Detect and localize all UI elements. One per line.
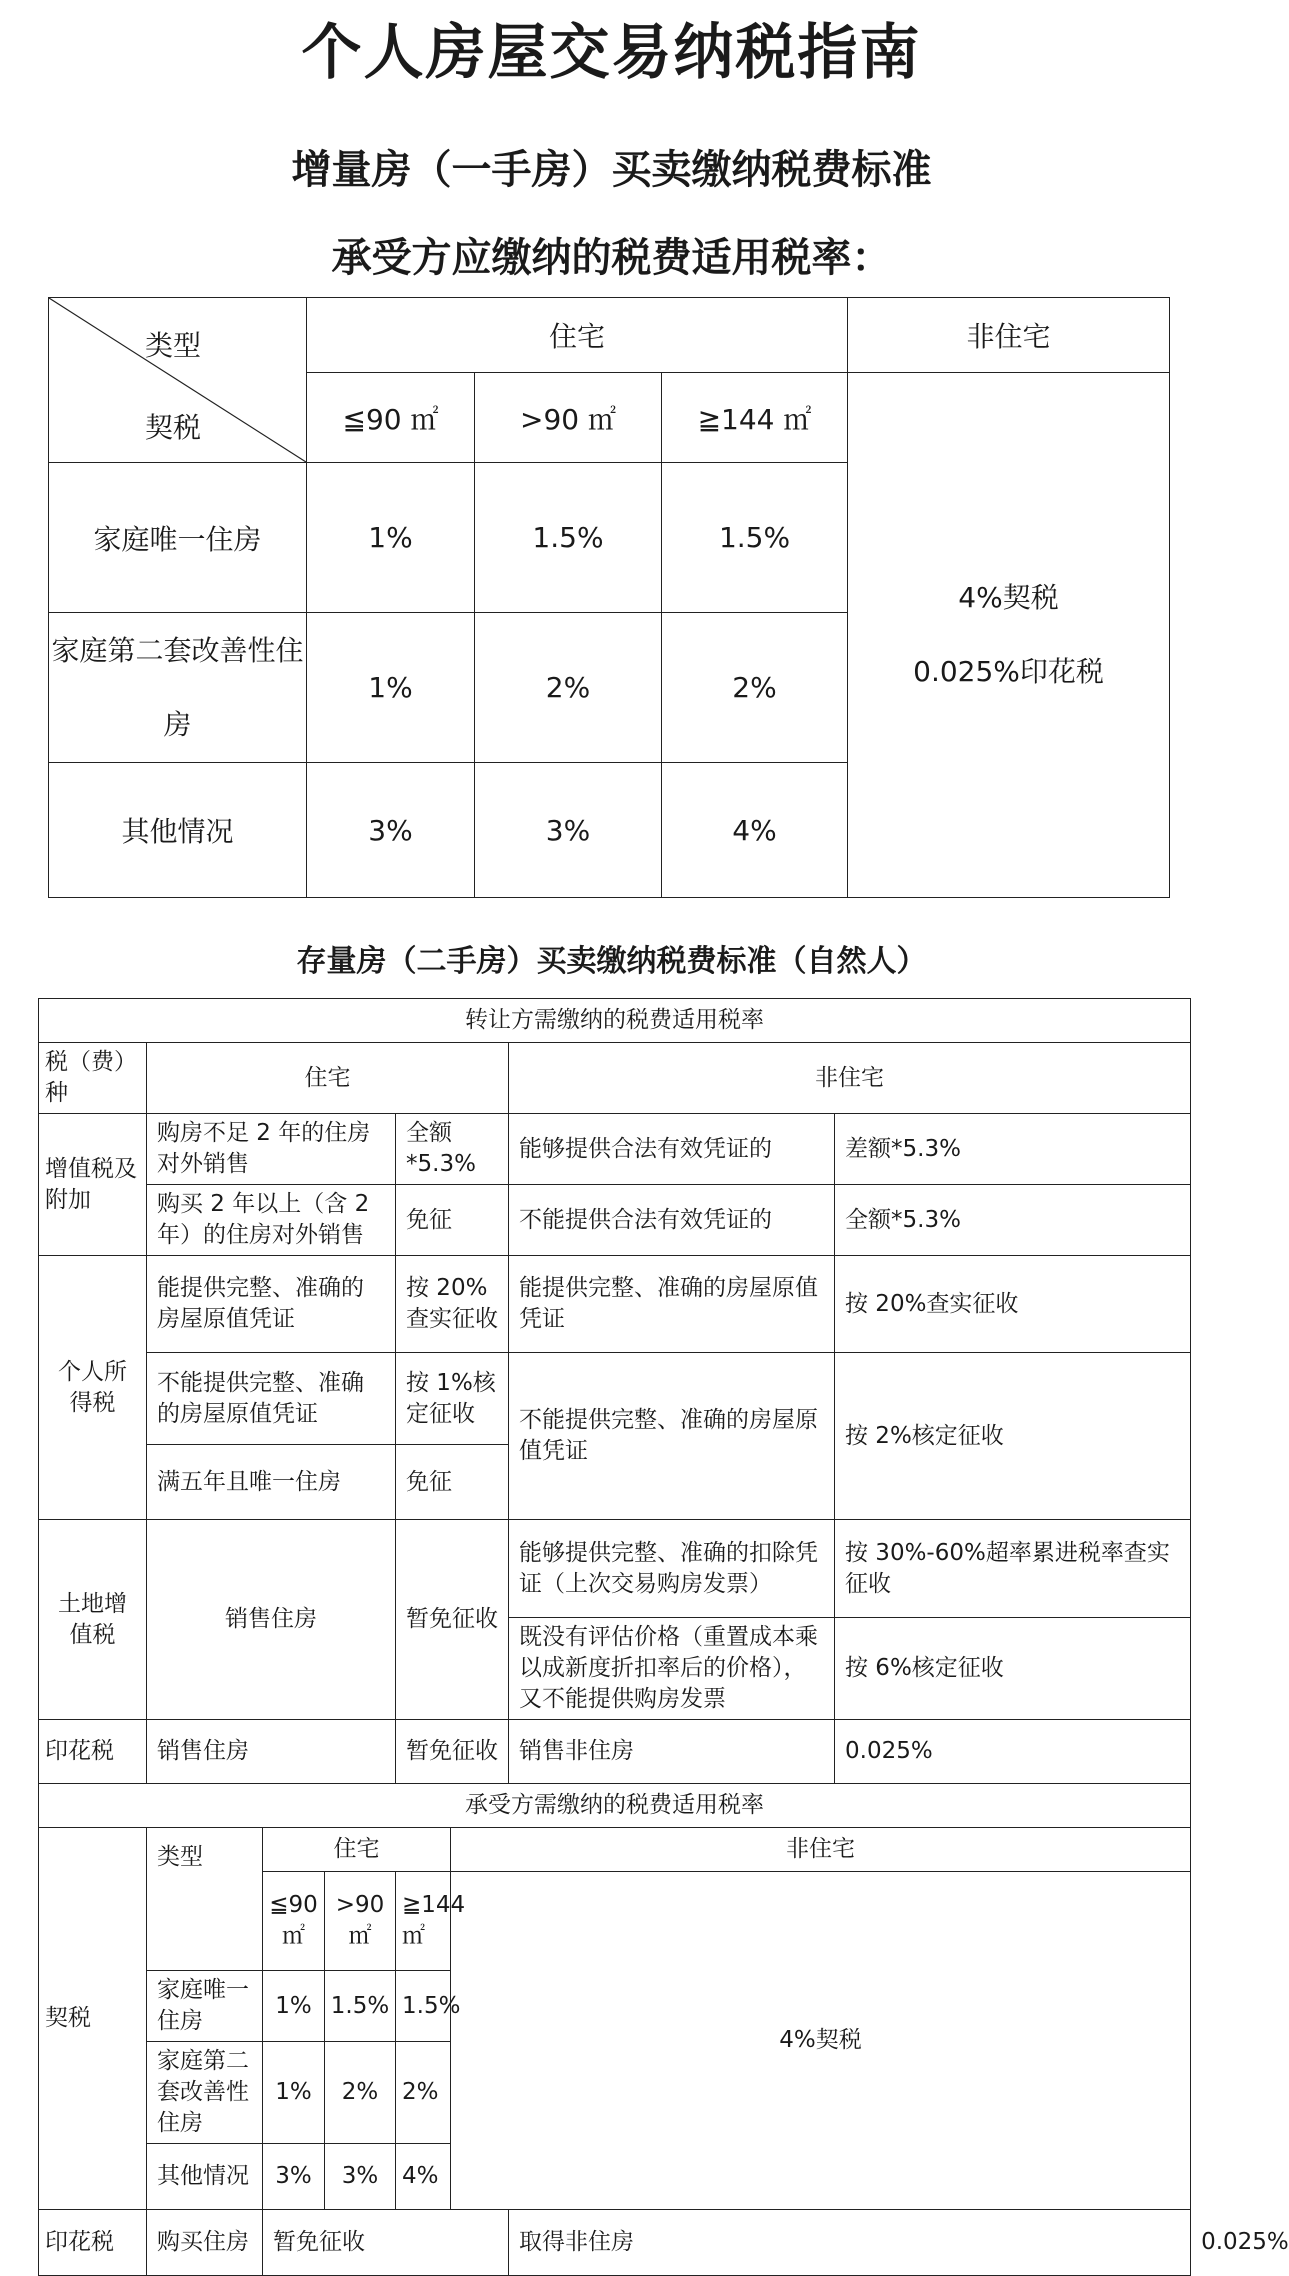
pit-res-rate-1: 按 20%查实征收 <box>396 1256 509 1353</box>
rate-cell: 3% <box>325 2144 396 2210</box>
size-col-1: ≦90㎡ <box>263 1872 325 1971</box>
transferee-nonres-deed-tax: 4%契税 <box>451 1872 1191 2210</box>
pit-nonres-cond-2: 不能提供完整、准确的房屋原值凭证 <box>509 1353 835 1520</box>
tax-type-header: 税（费）种 <box>39 1043 147 1114</box>
vat-label: 增值税及附加 <box>39 1114 147 1256</box>
section1-subheading: 承受方应缴纳的税费适用税率： <box>331 235 892 281</box>
rate-cell: 4% <box>396 2144 451 2210</box>
transferee-stamp-res-rate: 暂免征收 <box>263 2210 509 2276</box>
new-housing-tax-table <box>48 297 1170 898</box>
pit-res-rate-2: 按 1%核定征收 <box>396 1353 509 1445</box>
rate-cell: 2% <box>325 2042 396 2144</box>
rate-cell: 1.5% <box>396 1971 451 2042</box>
rate-cell: 1.5% <box>662 463 848 613</box>
size-col-3: ≧144 ㎡ <box>662 373 848 463</box>
stamp-res-rate: 暂免征收 <box>396 1720 509 1784</box>
row-label-only-home: 家庭唯一住房 <box>49 463 307 613</box>
pit-label: 个人所得税 <box>39 1256 147 1520</box>
row-label-other: 其他情况 <box>147 2144 263 2210</box>
pit-res-cond-2: 不能提供完整、准确的房屋原值凭证 <box>147 1353 396 1445</box>
pit-nonres-cond-1: 能提供完整、准确的房屋原值凭证 <box>509 1256 835 1353</box>
page-title: 个人房屋交易纳税指南 <box>301 18 922 88</box>
size-col-2: >90 ㎡ <box>475 373 662 463</box>
transferee-header: 承受方需缴纳的税费适用税率 <box>39 1784 1191 1828</box>
transferee-stamp-res-cond: 购买住房 <box>147 2210 263 2276</box>
diagonal-type-label: 类型 <box>145 329 202 362</box>
lvat-nonres-rate-1: 按 30%-60%超率累进税率查实征收 <box>835 1520 1191 1618</box>
non-residential-rates <box>848 373 1170 898</box>
lvat-res-rate: 暂免征收 <box>396 1520 509 1720</box>
row-label-other: 其他情况 <box>49 763 307 898</box>
rate-cell: 4% <box>662 763 848 898</box>
row-label-only-home: 家庭唯一住房 <box>147 1971 263 2042</box>
pit-nonres-rate-1: 按 20%查实征收 <box>835 1256 1191 1353</box>
non-residential-header: 非住宅 <box>848 298 1170 373</box>
diagonal-header-cell <box>49 298 307 463</box>
stamp-nonres-rate: 0.025% <box>835 1720 1191 1784</box>
vat-nonres-rate-2: 全额*5.3% <box>835 1185 1191 1256</box>
size-col-3: ≧144 ㎡ <box>396 1872 451 1971</box>
rate-cell: 2% <box>396 2042 451 2144</box>
residential-header: 住宅 <box>147 1043 509 1114</box>
transferor-header: 转让方需缴纳的税费适用税率 <box>39 999 1191 1043</box>
rate-cell: 2% <box>475 613 662 763</box>
lvat-label: 土地增值税 <box>39 1520 147 1720</box>
rate-cell: 3% <box>475 763 662 898</box>
stamp-label: 印花税 <box>39 1720 147 1784</box>
residential-header: 住宅 <box>307 298 848 373</box>
deed-tax-label: 契税 <box>39 1828 147 2210</box>
vat-res-rate-1: 全额*5.3% <box>396 1114 509 1185</box>
pit-res-rate-3: 免征 <box>396 1445 509 1520</box>
non-res-deed-tax: 4%契税 <box>958 581 1059 614</box>
transferee-stamp-nonres-cond: 取得非住房 <box>509 2210 1191 2276</box>
rate-cell: 1% <box>263 1971 325 2042</box>
rate-cell: 1% <box>263 2042 325 2144</box>
lvat-nonres-cond-2: 既没有评估价格（重置成本乘以成新度折扣率后的价格），又不能提供购房发票 <box>509 1618 835 1720</box>
vat-res-rate-2: 免征 <box>396 1185 509 1256</box>
rate-cell: 2% <box>662 613 848 763</box>
stamp-res-cond: 销售住房 <box>147 1720 396 1784</box>
stamp-nonres-cond: 销售非住房 <box>509 1720 835 1784</box>
diagonal-deedtax-label: 契税 <box>145 411 202 444</box>
non-residential-header: 非住宅 <box>509 1043 1191 1114</box>
rate-cell: 1% <box>307 613 475 763</box>
size-col-2: >90㎡ <box>325 1872 396 1971</box>
vat-nonres-cond-1: 能够提供合法有效凭证的 <box>509 1114 835 1185</box>
transferee-non-residential-header: 非住宅 <box>451 1828 1191 1872</box>
non-res-stamp-tax: 0.025%印花税 <box>913 655 1104 688</box>
section2-heading: 存量房（二手房）买卖缴纳税费标准（自然人） <box>296 944 927 979</box>
size-col-1: ≦90 ㎡ <box>307 373 475 463</box>
pit-res-cond-1: 能提供完整、准确的房屋原值凭证 <box>147 1256 396 1353</box>
rate-cell: 3% <box>307 763 475 898</box>
second-hand-tax-table: 转让方需缴纳的税费适用税率 税（费）种 住宅 非住宅 增值税及附加 购房不足 2 年的住房对外销售 全额*5.3% 能够提供合法有效凭证的 差额*5.3% 购买 2 年以上（含 2 年）的住房对外销售 免征 不能提供合法有效凭证的 全额*5.3% 个人所得税 能提供完整、准确的房屋原值凭证 按 20%查实征收 能提供完整、准确的房屋原值凭证 按 20%查实征收 不能提供完整、准确的房屋原值凭证 按 1%核定征收 不能提供完整、准确的房屋原值凭证 按 2%核定征收 满五年且唯一住房 免征 土地增值税 销售住房 暂免征收 能够提供完整、准确的扣除凭证（上次交易购房发票） 按 30%-60%超率累进税率查实征收 既没有评估价格（重置成本乘以成新度折扣率后的价格），又不能提供购房发票 按 6%核定征收 印花税 销售住房 暂免征收 销售非住房 0.025% 承受方需缴纳的税费适用税率 契税 类型 住宅 非住宅 ≦90㎡ >90㎡ ≧144 ㎡ 4%契税 家庭唯一住房 1% 1.5% 1.5% 家庭第二套改善性住房 1% 2% 2% 其他情况 3% 3% 4% 印花税 购买住房 暂免征收 取得非住房 0.025% <box>38 998 1191 2276</box>
row-label-second-home: 家庭第二套改善性住房 <box>49 613 307 763</box>
vat-res-cond-1: 购房不足 2 年的住房对外销售 <box>147 1114 396 1185</box>
section1-heading: 增量房（一手房）买卖缴纳税费标准 <box>291 147 932 193</box>
lvat-nonres-cond-1: 能够提供完整、准确的扣除凭证（上次交易购房发票） <box>509 1520 835 1618</box>
lvat-nonres-rate-2: 按 6%核定征收 <box>835 1618 1191 1720</box>
vat-res-cond-2: 购买 2 年以上（含 2 年）的住房对外销售 <box>147 1185 396 1256</box>
type-header: 类型 <box>147 1828 263 1971</box>
lvat-res-cond: 销售住房 <box>147 1520 396 1720</box>
row-label-second-home: 家庭第二套改善性住房 <box>147 2042 263 2144</box>
pit-res-cond-3: 满五年且唯一住房 <box>147 1445 396 1520</box>
vat-nonres-rate-1: 差额*5.3% <box>835 1114 1191 1185</box>
rate-cell: 3% <box>263 2144 325 2210</box>
pit-nonres-rate-2: 按 2%核定征收 <box>835 1353 1191 1520</box>
transferee-residential-header: 住宅 <box>263 1828 451 1872</box>
rate-cell: 1.5% <box>325 1971 396 2042</box>
rate-cell: 1.5% <box>475 463 662 613</box>
rate-cell: 1% <box>307 463 475 613</box>
transferee-stamp-label: 印花税 <box>39 2210 147 2276</box>
vat-nonres-cond-2: 不能提供合法有效凭证的 <box>509 1185 835 1256</box>
